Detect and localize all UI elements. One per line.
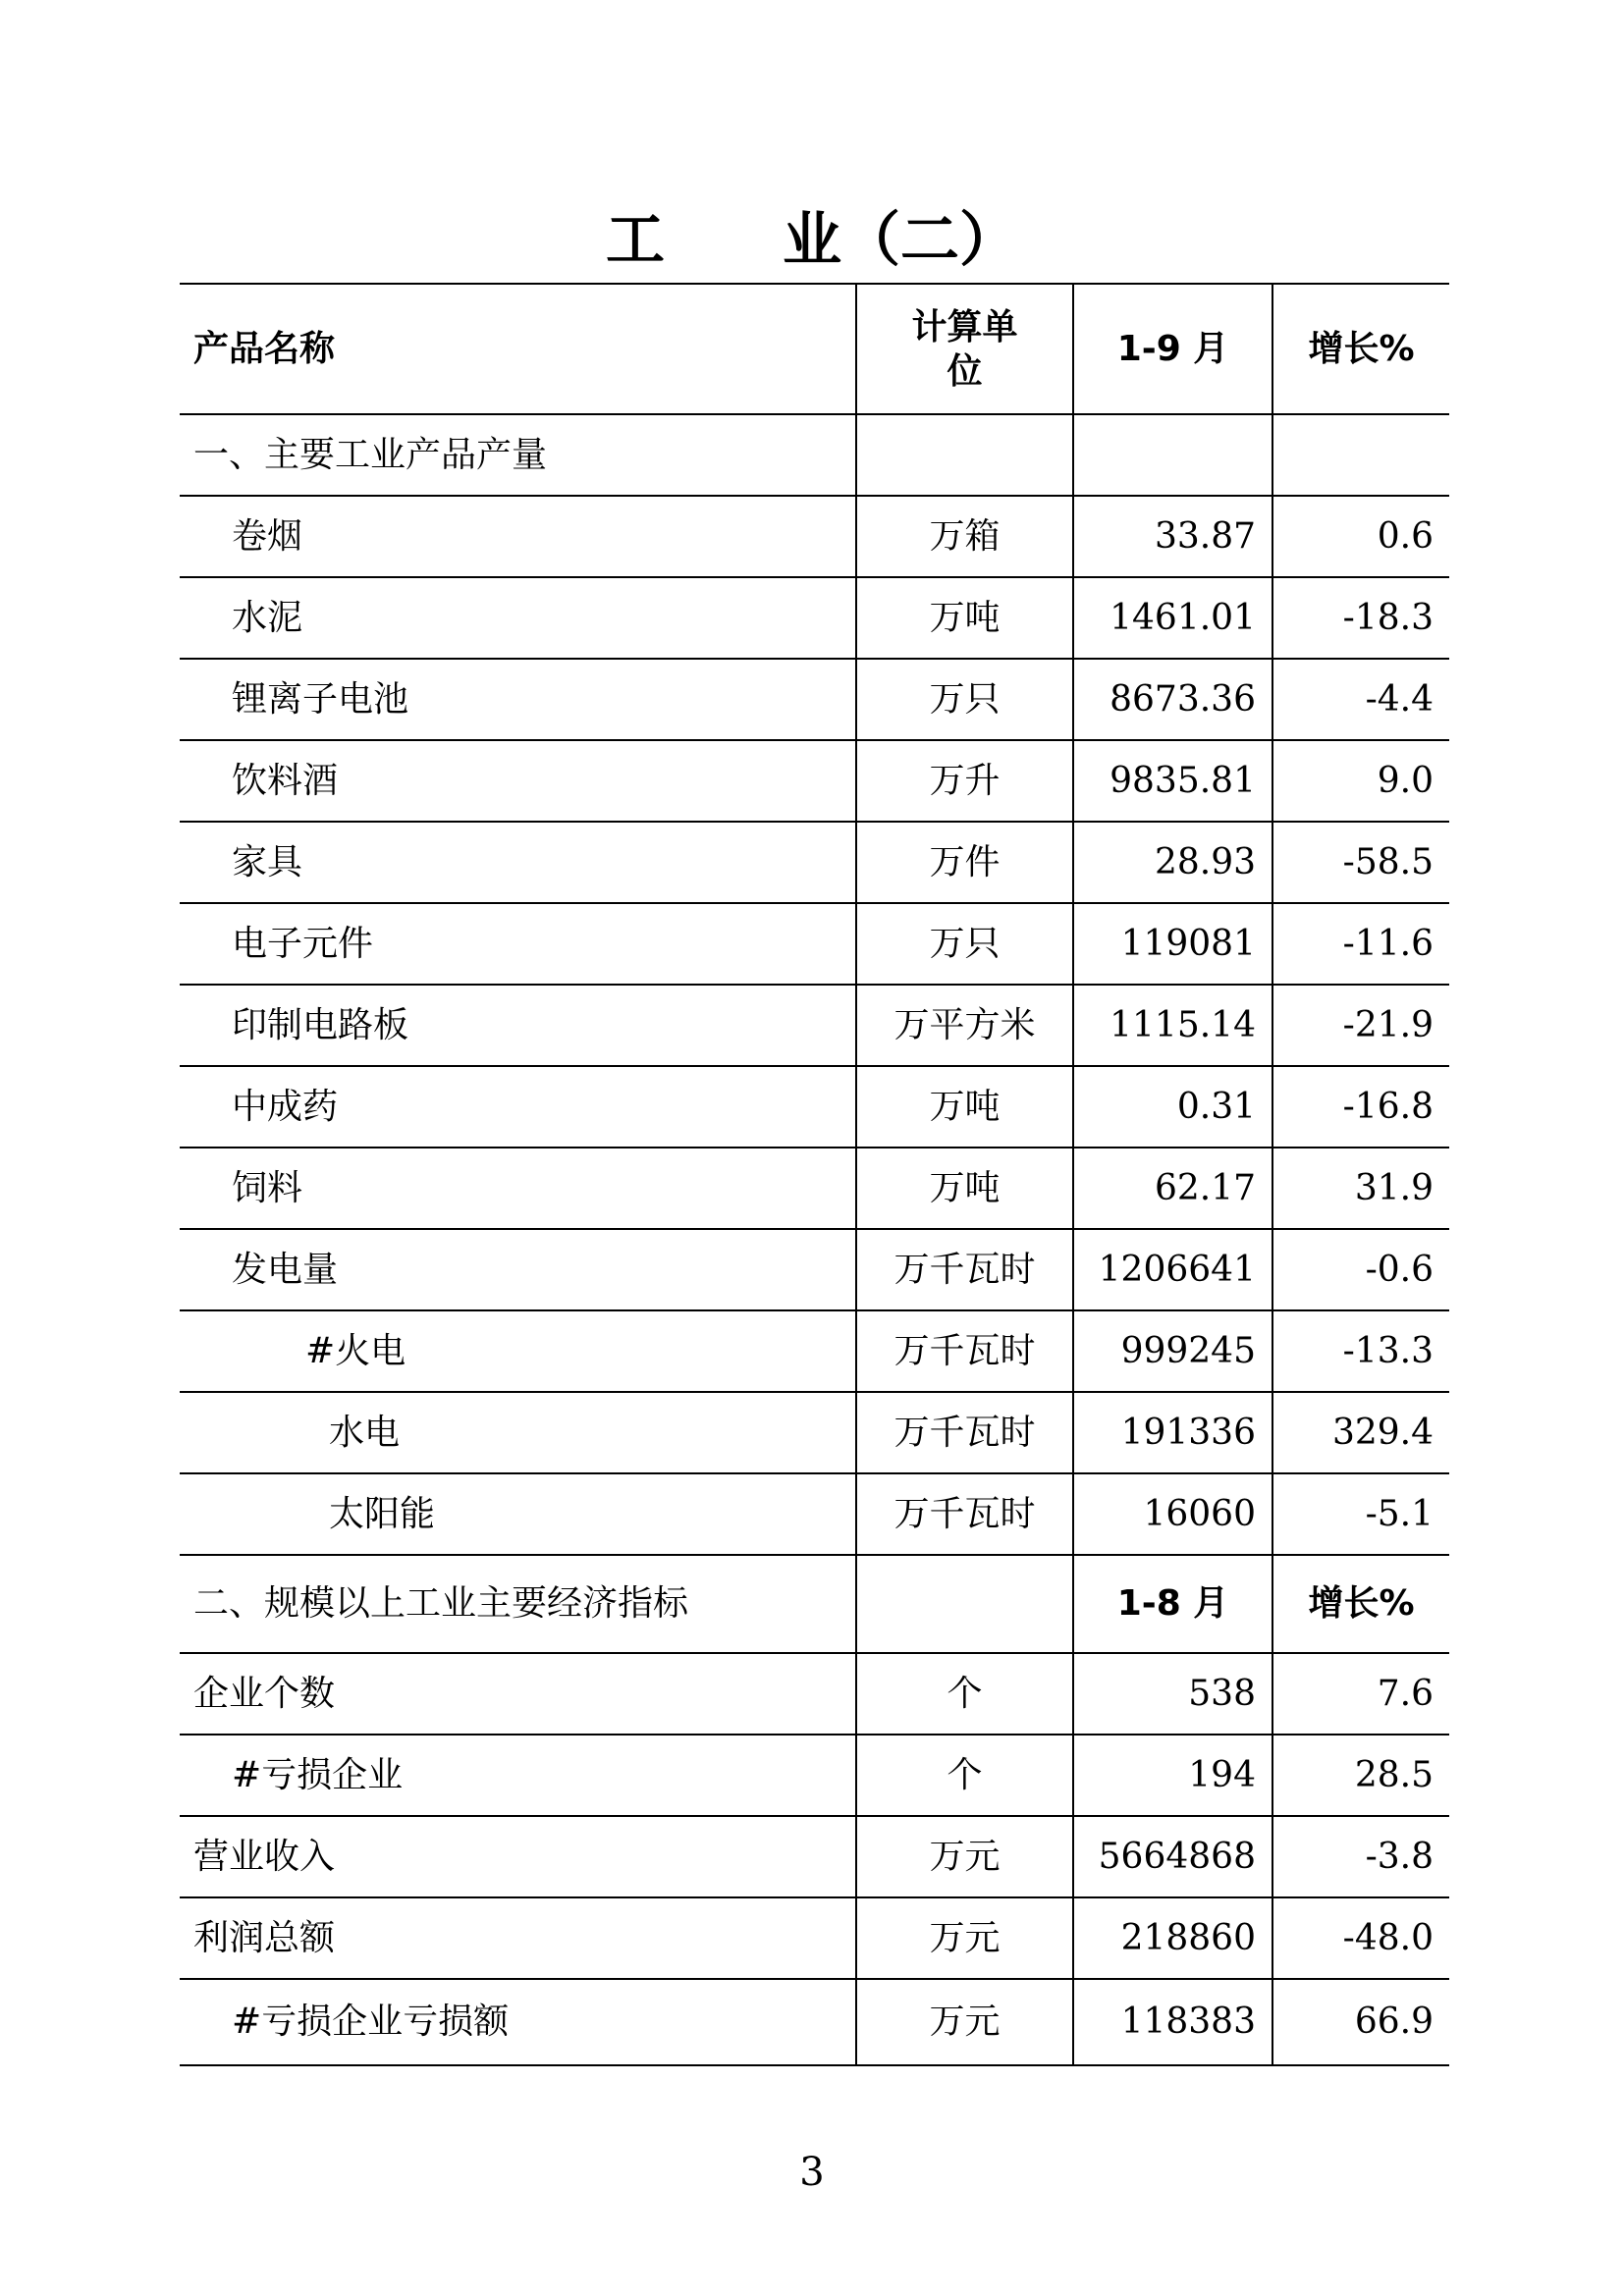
table-header-row <box>180 284 1449 414</box>
product-value: 62.17 <box>1073 1148 1272 1229</box>
table-row <box>180 1735 1449 1816</box>
product-growth: -13.3 <box>1272 1310 1449 1392</box>
indicator-name: 企业个数 <box>180 1653 856 1735</box>
product-name: 卷烟 <box>180 496 856 577</box>
product-value: 8673.36 <box>1073 659 1272 740</box>
product-name: 中成药 <box>180 1066 856 1148</box>
empty-cell <box>1272 414 1449 496</box>
table-row <box>180 822 1449 903</box>
table-row <box>180 659 1449 740</box>
product-growth: 0.6 <box>1272 496 1449 577</box>
product-name: 水泥 <box>180 577 856 659</box>
indicator-growth: 7.6 <box>1272 1653 1449 1735</box>
product-value: 999245 <box>1073 1310 1272 1392</box>
product-name: 电子元件 <box>180 903 856 985</box>
header-unit <box>856 284 1073 414</box>
section-label: 一、主要工业产品产量 <box>180 414 856 496</box>
product-name: 饲料 <box>180 1148 856 1229</box>
indicator-value: 538 <box>1073 1653 1272 1735</box>
product-unit: 万只 <box>856 659 1073 740</box>
table-row <box>180 1979 1449 2065</box>
product-name: 水电 <box>180 1392 856 1473</box>
indicator-name: #亏损企业 <box>180 1735 856 1816</box>
indicator-growth: -3.8 <box>1272 1816 1449 1897</box>
product-unit: 万箱 <box>856 496 1073 577</box>
product-name: 家具 <box>180 822 856 903</box>
product-value: 9835.81 <box>1073 740 1272 822</box>
table-row <box>180 985 1449 1066</box>
table-row <box>180 1816 1449 1897</box>
indicator-growth: -48.0 <box>1272 1897 1449 1979</box>
empty-cell <box>856 1555 1073 1653</box>
header-growth: 增长% <box>1272 284 1449 414</box>
indicator-name: 营业收入 <box>180 1816 856 1897</box>
indicator-unit: 万元 <box>856 1816 1073 1897</box>
product-value: 191336 <box>1073 1392 1272 1473</box>
product-unit: 万千瓦时 <box>856 1310 1073 1392</box>
product-name: 发电量 <box>180 1229 856 1310</box>
product-value: 16060 <box>1073 1473 1272 1555</box>
indicator-name: 利润总额 <box>180 1897 856 1979</box>
section-row <box>180 1555 1449 1653</box>
indicator-growth: 28.5 <box>1272 1735 1449 1816</box>
indicator-unit: 万元 <box>856 1897 1073 1979</box>
product-growth: -18.3 <box>1272 577 1449 659</box>
section-row <box>180 414 1449 496</box>
empty-cell <box>1073 414 1272 496</box>
indicator-name: #亏损企业亏损额 <box>180 1979 856 2065</box>
product-unit: 万千瓦时 <box>856 1473 1073 1555</box>
product-growth: -5.1 <box>1272 1473 1449 1555</box>
table-row <box>180 1897 1449 1979</box>
indicator-value: 118383 <box>1073 1979 1272 2065</box>
section-label: 二、规模以上工业主要经济指标 <box>180 1555 856 1653</box>
product-growth: 31.9 <box>1272 1148 1449 1229</box>
product-unit: 万千瓦时 <box>856 1229 1073 1310</box>
product-value: 1115.14 <box>1073 985 1272 1066</box>
product-value: 1461.01 <box>1073 577 1272 659</box>
table-row <box>180 1473 1449 1555</box>
empty-cell <box>856 414 1073 496</box>
product-growth: 9.0 <box>1272 740 1449 822</box>
indicator-unit: 万元 <box>856 1979 1073 2065</box>
section-growth-header: 增长% <box>1272 1555 1449 1653</box>
product-growth: -0.6 <box>1272 1229 1449 1310</box>
industry-statistics-table <box>180 283 1449 2066</box>
indicator-growth: 66.9 <box>1272 1979 1449 2065</box>
product-name: 饮料酒 <box>180 740 856 822</box>
product-value: 33.87 <box>1073 496 1272 577</box>
product-unit: 万吨 <box>856 1066 1073 1148</box>
indicator-value: 194 <box>1073 1735 1272 1816</box>
table-row <box>180 1653 1449 1735</box>
table-row <box>180 496 1449 577</box>
page-number: 3 <box>799 2150 825 2195</box>
indicator-value: 218860 <box>1073 1897 1272 1979</box>
product-value: 0.31 <box>1073 1066 1272 1148</box>
product-growth: -4.4 <box>1272 659 1449 740</box>
product-unit: 万吨 <box>856 577 1073 659</box>
product-unit: 万平方米 <box>856 985 1073 1066</box>
product-growth: -58.5 <box>1272 822 1449 903</box>
indicator-unit: 个 <box>856 1653 1073 1735</box>
page-title: 工 业（二） <box>606 206 1018 275</box>
product-unit: 万升 <box>856 740 1073 822</box>
product-unit: 万吨 <box>856 1148 1073 1229</box>
table-row <box>180 903 1449 985</box>
product-growth: 329.4 <box>1272 1392 1449 1473</box>
table-row <box>180 1148 1449 1229</box>
table-row <box>180 1310 1449 1392</box>
product-growth: -11.6 <box>1272 903 1449 985</box>
product-name: #火电 <box>180 1310 856 1392</box>
header-period: 1-9 月 <box>1073 284 1272 414</box>
product-growth: -16.8 <box>1272 1066 1449 1148</box>
product-name: 印制电路板 <box>180 985 856 1066</box>
table-row <box>180 577 1449 659</box>
product-value: 119081 <box>1073 903 1272 985</box>
indicator-unit: 个 <box>856 1735 1073 1816</box>
indicator-value: 5664868 <box>1073 1816 1272 1897</box>
header-unit-text: 计算单位 <box>911 306 1018 392</box>
product-value: 1206641 <box>1073 1229 1272 1310</box>
product-value: 28.93 <box>1073 822 1272 903</box>
product-unit: 万只 <box>856 903 1073 985</box>
table-row <box>180 1066 1449 1148</box>
section-period: 1-8 月 <box>1073 1555 1272 1653</box>
table-row <box>180 740 1449 822</box>
product-name: 锂离子电池 <box>180 659 856 740</box>
product-unit: 万千瓦时 <box>856 1392 1073 1473</box>
product-unit: 万件 <box>856 822 1073 903</box>
table-row <box>180 1229 1449 1310</box>
header-product-name: 产品名称 <box>180 284 856 414</box>
product-growth: -21.9 <box>1272 985 1449 1066</box>
product-name: 太阳能 <box>180 1473 856 1555</box>
table-row <box>180 1392 1449 1473</box>
